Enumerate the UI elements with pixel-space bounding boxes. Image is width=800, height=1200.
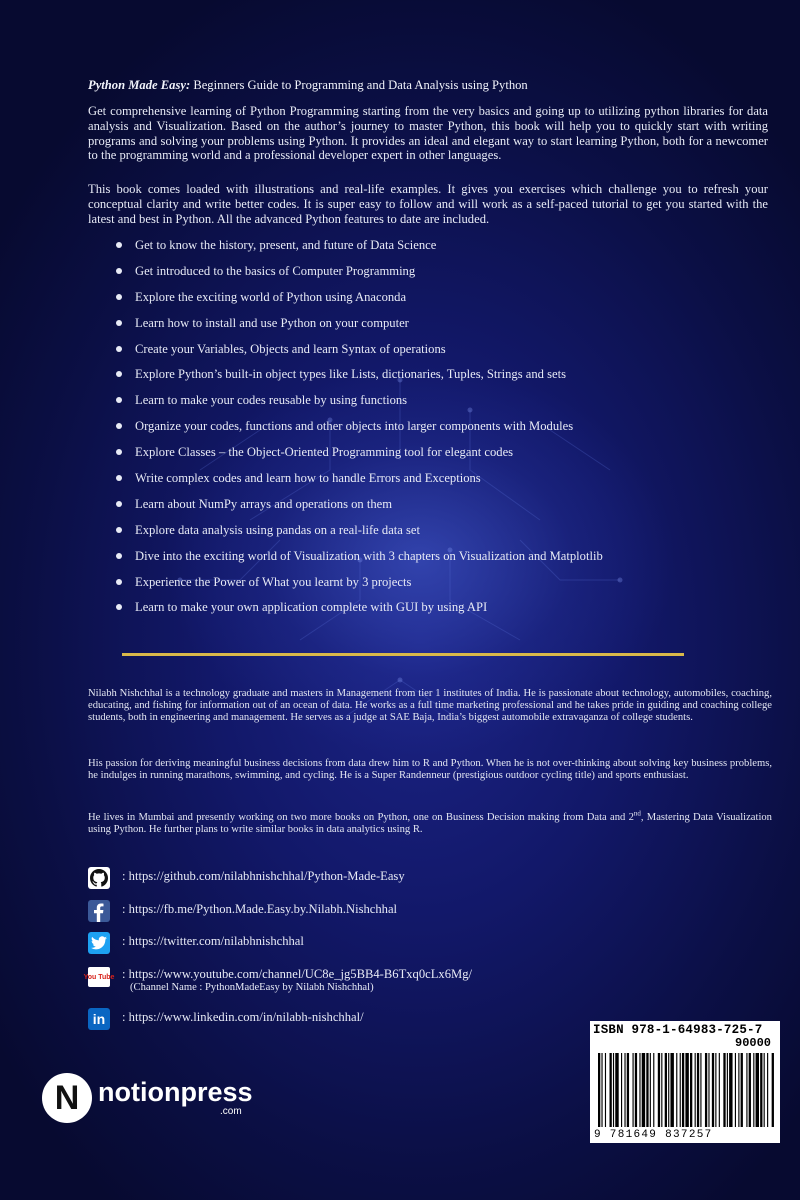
isbn-barcode [590,1021,780,1143]
barcode-bar [680,1053,681,1127]
feature-item [115,316,755,342]
feature-text: Explore Python’s built-in object types like Lists, dictionaries, Tuples, Strings and sets [135,367,566,382]
linkedin-icon [88,1008,110,1030]
feature-text: Explore data analysis using pandas on a real-life data set [135,522,421,537]
barcode-bar [685,1053,688,1127]
barcode-bar [746,1053,747,1127]
barcode-bar [753,1053,754,1127]
feature-item [115,419,755,445]
twitter-icon [88,932,110,954]
bullet-icon [116,346,122,352]
barcode-bar [741,1053,743,1127]
feature-item [115,393,755,419]
book-title-rest: Beginners Guide to Programming and Data Analysis using Python [193,78,528,92]
author-bio-paragraph-3 [88,809,772,836]
barcode-bar [615,1053,618,1127]
barcode-bar [642,1053,645,1127]
github-url[interactable]: : https://github.com/nilabhnishchhal/Python-Made-Easy [122,869,405,883]
feature-item [115,367,755,393]
publisher-name: notionpress [98,1077,253,1107]
facebook-link-row[interactable] [88,900,548,924]
barcode-bar [601,1053,602,1127]
youtube-icon [83,967,115,987]
linkedin-link-row[interactable] [88,1008,548,1032]
bullet-icon [116,397,122,403]
feature-text: Get to know the history, present, and future of Data Science [135,238,437,252]
notionpress-logo-badge [42,1073,92,1123]
feature-text: Explore Classes – the Object-Oriented Programming tool for elegant codes [135,445,514,460]
barcode-bar [729,1053,732,1127]
youtube-channel-name: (Channel Name : PythonMadeEasy by Nilabh Nishchhal) [130,982,374,993]
barcode-bar [658,1053,660,1127]
barcode-bar [605,1053,606,1127]
bullet-icon [116,320,122,326]
barcode-bar [665,1053,667,1127]
feature-text: Learn about NumPy arrays and operations on them [135,496,393,511]
bullet-icon [116,242,122,248]
feature-item [115,600,755,626]
barcode-bar [727,1053,728,1127]
barcode-bar [621,1053,622,1127]
description-paragraph-1: Get comprehensive learning of Python Programming starting from the very basics and going up to utilizing python libraries for data analysis and Visualization. Based on the author’s journey to master Python, this book will help you to quickly start with writing programs and solving your problems using Python. It provides an ideal and elegant way to start learning Python, both for a newcomer to the programming world and a professional developer expert in other languages. [88,104,768,163]
barcode-bars [590,1021,780,1143]
publisher-domain: .com [220,1106,242,1117]
linkedin-icon-text: in [92,1011,106,1027]
bullet-icon [116,527,122,533]
barcode-bar [627,1053,629,1127]
barcode-bar [738,1053,739,1127]
book-title [88,77,768,93]
barcode-bar [735,1053,736,1127]
author-bio-paragraph-1: Nilabh Nishchhal is a technology graduate and masters in Management from tier 1 institutes of India. He is passionate about technology, automobiles, coaching, educating, and fishing for information out of an ocean of data. He works as a full time marketing professional and he takes pride in guiding and coaching college students, both in engineering and management. He serves as a judge at SAE Baja, India’s biggest automobile extravaganza of college students. [88,688,772,724]
feature-item [115,549,755,575]
linkedin-url[interactable]: : https://www.linkedin.com/in/nilabh-nishchhal/ [122,1010,364,1024]
feature-text: Learn how to install and use Python on your computer [135,315,409,330]
feature-item [115,445,755,471]
barcode-digits: 9 781649 837257 [594,1129,713,1141]
bullet-icon [116,501,122,507]
barcode-bar [756,1053,759,1127]
barcode-bar [610,1053,612,1127]
bullet-icon [116,449,122,455]
barcode-bar [705,1053,707,1127]
barcode-bar [719,1053,720,1127]
bullet-icon [116,268,122,274]
facebook-icon [88,900,110,922]
barcode-bar [633,1053,634,1127]
youtube-icon-text: You Tube [83,973,115,981]
youtube-url[interactable]: : https://www.youtube.com/channel/UC8e_jg5BB4-B6Txq0cLx6Mg/ [122,967,473,981]
barcode-bar [690,1053,692,1127]
barcode-bar [715,1053,716,1127]
barcode-bar [661,1053,662,1127]
author-bio-paragraph-2: His passion for deriving meaningful business decisions from data drew him to R and Python. When he is not over-thinking about solving key business problems, he indulges in running marathons, swimming, and cycling. He is a Super Randenneur (prestigious outdoor cycling title) and sports enthusiast. [88,758,772,782]
youtube-link-row[interactable] [83,965,548,997]
feature-text: Organize your codes, functions and other objects into larger components with Modules [135,419,574,434]
barcode-bar [653,1053,654,1127]
twitter-link-row[interactable] [88,932,548,956]
barcode-bar [598,1053,600,1127]
barcode-bar [682,1053,684,1127]
barcode-bar [639,1053,640,1127]
bullet-icon [116,371,122,377]
barcode-bar [749,1053,751,1127]
feature-item [115,497,755,523]
feature-item [115,290,755,316]
feature-text: Write complex codes and learn how to handle Errors and Exceptions [135,471,481,486]
feature-text: Explore the exciting world of Python using Anaconda [135,289,407,304]
barcode-bar [760,1053,762,1127]
feature-item [115,523,755,549]
barcode-bar [624,1053,625,1127]
barcode-bar [772,1053,774,1127]
barcode-bar [695,1053,696,1127]
bullet-icon [116,553,122,559]
feature-text: Learn to make your codes reusable by using functions [135,393,408,408]
barcode-bar [697,1053,699,1127]
feature-item [115,575,755,601]
barcode-bar [646,1053,648,1127]
barcode-bar [635,1053,637,1127]
twitter-url[interactable]: : https://twitter.com/nilabhnishchhal [122,934,304,948]
bullet-icon [116,423,122,429]
feature-text: Dive into the exciting world of Visualization with 3 chapters on Visualization and Matplotlib [135,548,603,563]
barcode-bar [670,1053,673,1127]
bullet-icon [116,294,122,300]
feature-text: Experience the Power of What you learnt by 3 projects [135,574,412,589]
barcode-bar [708,1053,709,1127]
barcode-bar [668,1053,669,1127]
feature-list [115,238,755,626]
barcode-bar [650,1053,651,1127]
github-link-row[interactable] [88,867,548,891]
feature-text: Create your Variables, Objects and learn Syntax of operations [135,341,446,356]
description-paragraph-2: This book comes loaded with illustrations and real-life examples. It gives you exercises which challenge you to refresh your conceptual clarity and write better codes. It is super easy to follow and will work as a self-paced tutorial to get you started with the latest and best in Python. All the advanced Python features to date are included. [88,182,768,226]
github-icon [88,867,110,889]
gold-divider [122,653,684,656]
feature-item [115,264,755,290]
price-code: 90000 [735,1036,772,1050]
barcode-bar [712,1053,714,1127]
bullet-icon [116,604,122,610]
barcode-bar [723,1053,725,1127]
notionpress-logo [42,1073,262,1125]
facebook-url[interactable]: : https://fb.me/Python.Made.Easy.by.Nilabh.Nishchhal [122,902,398,916]
barcode-bar [700,1053,701,1127]
bullet-icon [116,475,122,481]
bio-text-part-1: He lives in Mumbai and presently working on two more books on Python, one on Business Decision making from Data and 2 [88,812,634,823]
feature-item [115,238,755,264]
book-title-italic: Python Made Easy: [88,78,191,92]
barcode-bar [767,1053,768,1127]
bullet-icon [116,579,122,585]
bio-superscript: nd [633,809,641,818]
bio-text-part-2: , Mastering Data Visualization using Python. He further plans to write similar books in data analytics using R. [88,812,772,836]
isbn-text: ISBN 978-1-64983-725-7 [593,1023,763,1037]
feature-text: Learn to make your own application complete with GUI by using API [135,600,488,615]
barcode-bar [676,1053,677,1127]
logo-letter: N [54,1078,80,1117]
feature-item [115,471,755,497]
feature-item [115,342,755,368]
feature-text: Get introduced to the basics of Computer Programming [135,263,416,278]
barcode-bar [613,1053,614,1127]
barcode-bar [764,1053,765,1127]
